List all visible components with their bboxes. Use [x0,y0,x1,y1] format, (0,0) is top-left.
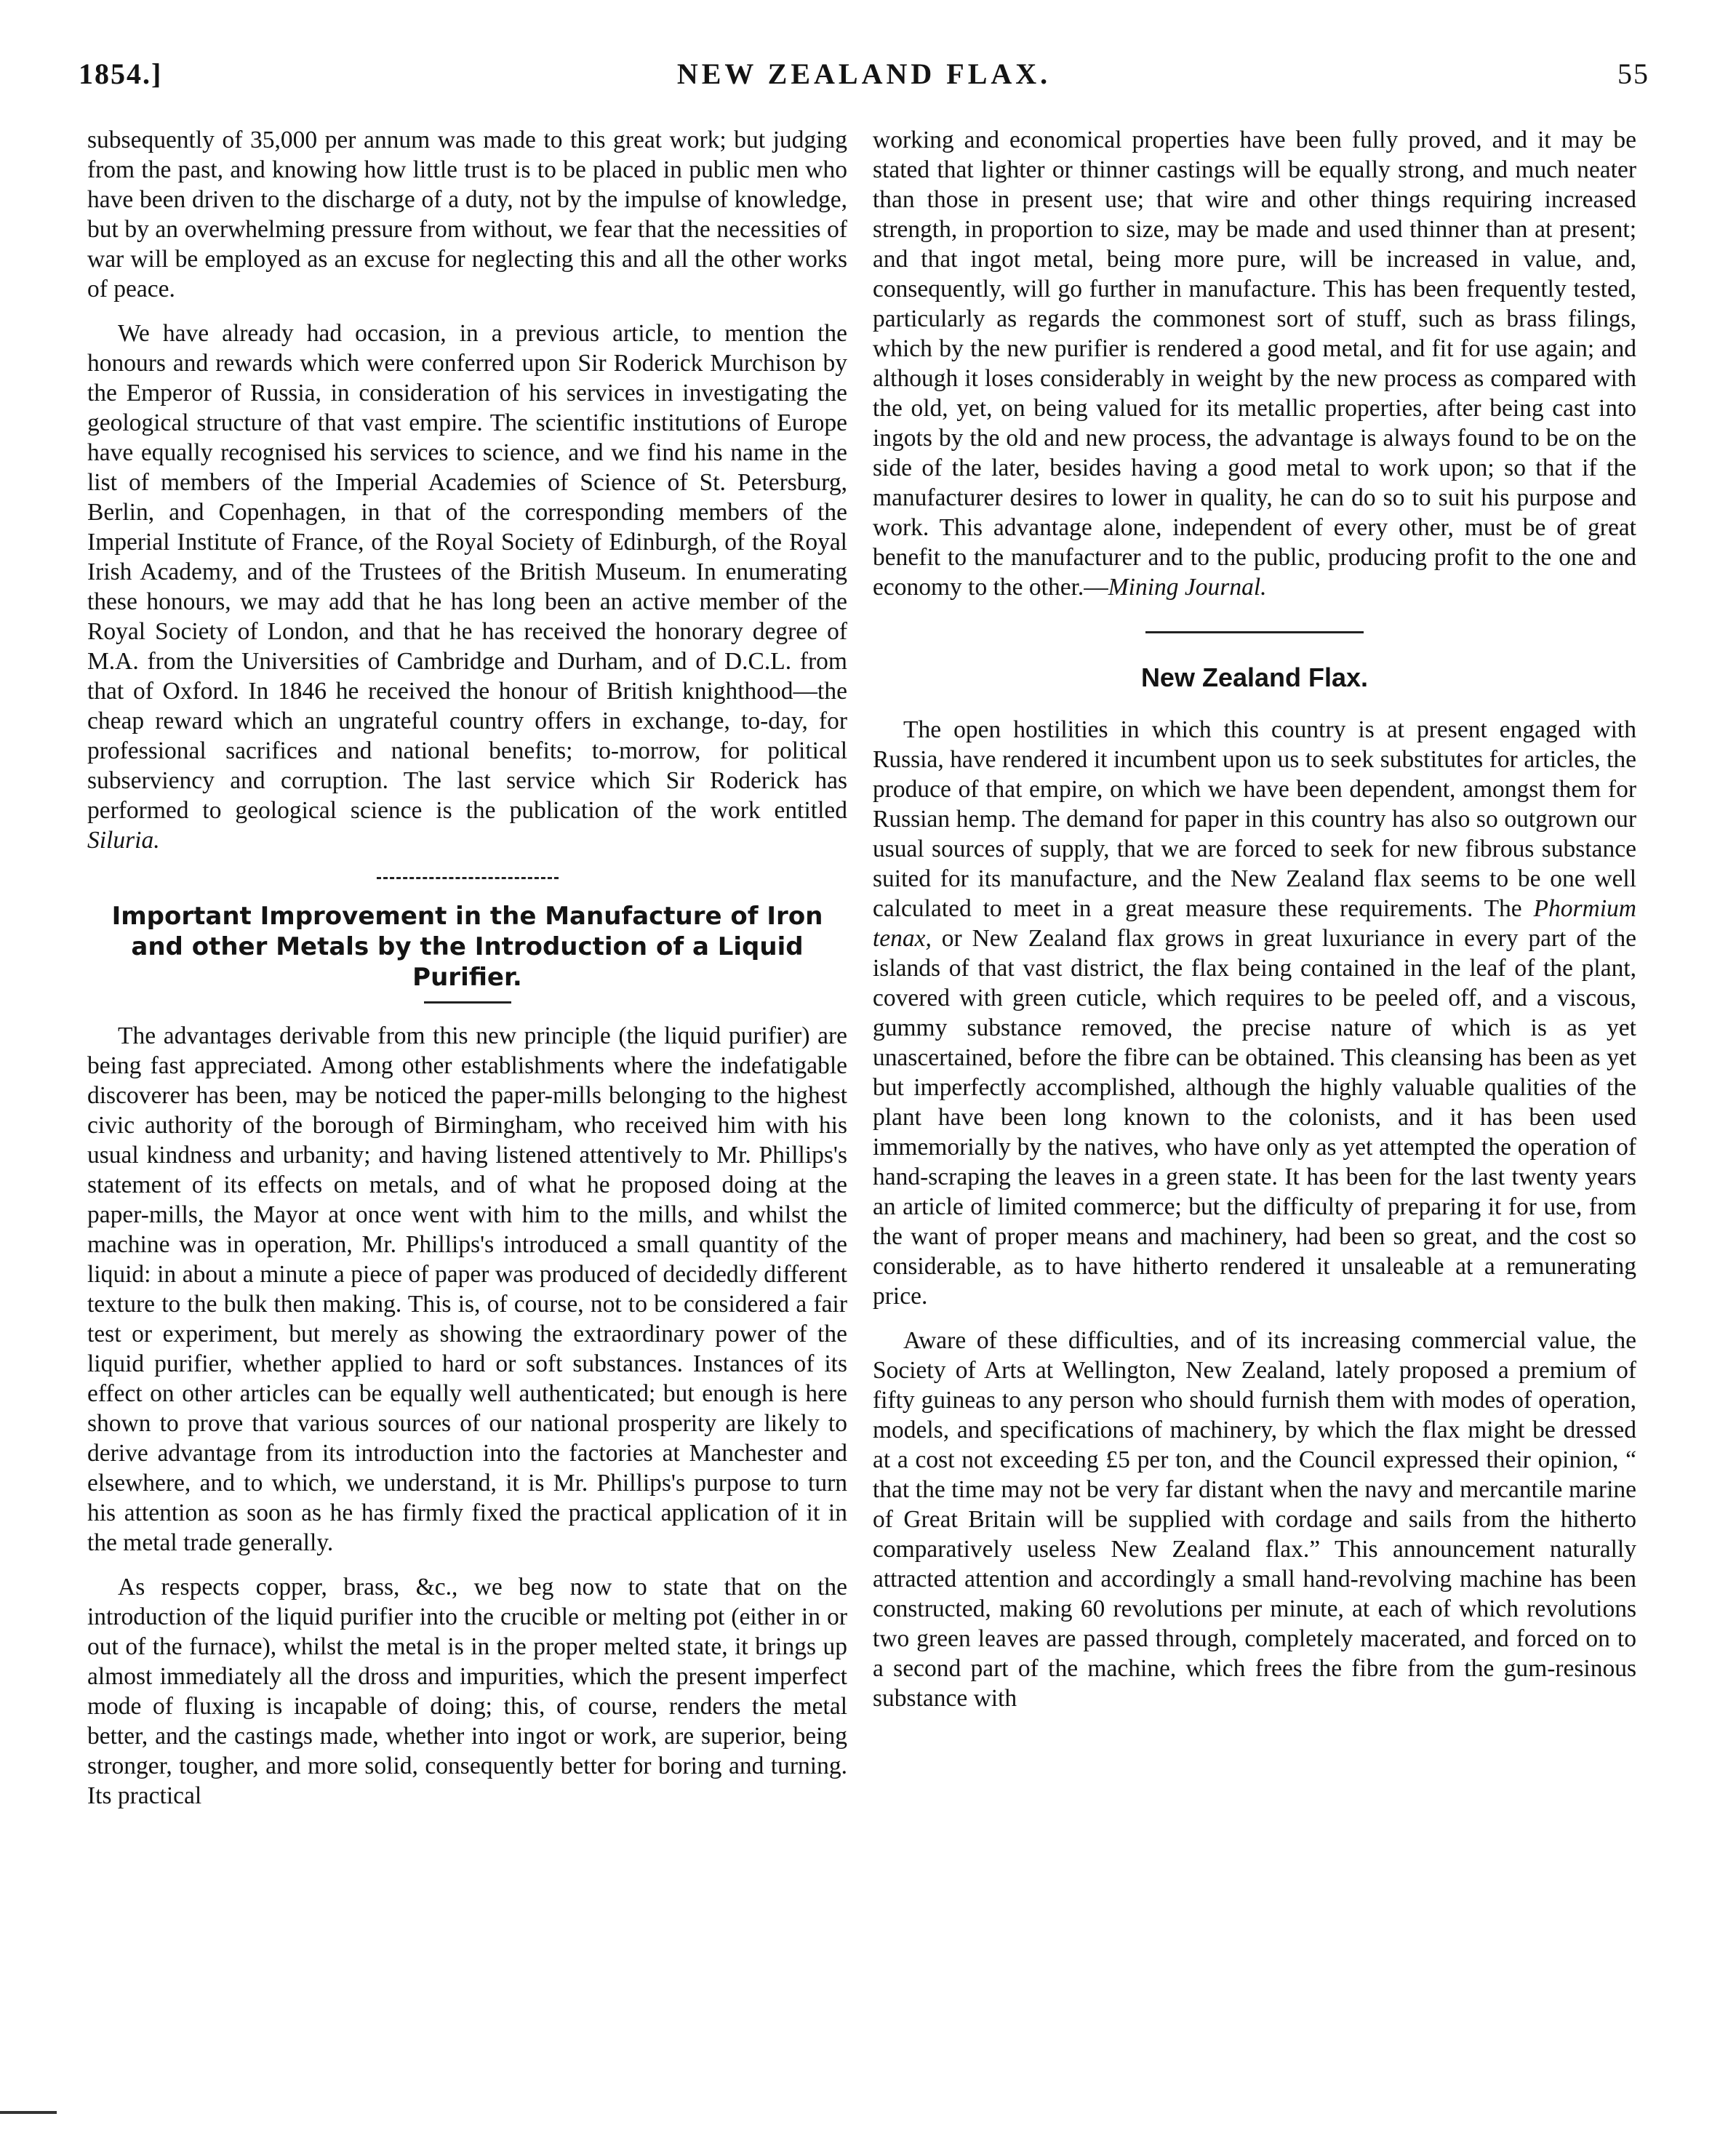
right-paragraph-2b: or New Zealand flax grows in great luxuriance in every part of the islands of that vast district, the flax being contained in the leaf of the plant, covered with green cuticle, which requires to be peeled off, and a viscous, gummy substance removed, the precise nature of which is as yet unascertained, before the fibre can be obtained. This cleansing has been as yet but imperfectly accomplished, although the highly valuable qualities of the plant have been long known to the colonists, and it has been used immemorially by the natives, who have only as yet attempted the operation of hand-scraping the leaves in a green state. It has been for the last twenty years an article of limited commerce; but the difficulty of preparing it for use, from the want of proper means and machinery, had been so great, and the cost so considerable, as to have hitherto rendered it unsaleable at a remunerating price. [873,925,1636,1310]
left-paragraph-2 [87,319,847,855]
heading-rule [424,1001,511,1004]
left-paragraph-3: The advantages derivable from this new principle (the liquid purifier) are being fast appreciated. Among other establishments where the indefatigable discoverer has been, may be noticed the paper-mills belonging to the highest civic authority of the borough of Birmingham, who received him with his usual kindness and urbanity; and having listened attentively to Mr. Phillips's statement of its effects on metals, and of what he proposed doing at the paper-mills, the Mayor at once went with him to the mills, and whilst the machine was in operation, Mr. Phillips's introduced a small quantity of the liquid: in about a minute a piece of paper was produced of decidedly different texture to the bulk then making. This is, of course, not to be considered a fair test or experiment, but merely as showing the extraordinary power of the liquid purifier, whether applied to hard or soft substances. Instances of its effect on other articles can be equally well authenticated; but enough is here shown to prove that various sources of our national prosperity are likely to derive advantage from its introduction into the factories at Manchester and elsewhere, and to which, we understand, it is Mr. Phillips's purpose to turn his attention as soon as he has firmly fixed the practical application of it in the metal trade generally. [87,1022,847,1556]
section-divider [377,877,559,879]
siluria-title: Siluria. [87,827,160,854]
left-paragraph-4: As respects copper, brass, &c., we beg now to state that on the introduction of the liquid purifier into the crucible or melting pot (either in or out of the furnace), whilst the metal is in the proper melted state, it brings up almost immediately all the dross and impurities, which the present imperfect mode of fluxing is incapable of doing; this, of course, renders the metal better, and the castings made, whether into ingot or work, are superior, being stronger, tougher, and more solid, consequently better for boring and turning. Its practical [87,1574,847,1809]
mining-journal-attribution: Mining Journal. [1108,574,1267,601]
article-heading-flax: New Zealand Flax. [1140,662,1369,692]
left-paragraph-1: subsequently of 35,000 per annum was made to this great work; but judging from the past, and knowing how little trust is to be placed in public men who have been driven to the discharge of a duty, not by the impulse of knowledge, but by an overwhelming pressure from without, we fear that the necessities of war will be employed as an excuse for neglecting this and all the other works of peace. [87,127,847,303]
page-number: 55 [1617,57,1649,90]
header-year: 1854.] [79,57,163,90]
page-edge-mark [0,2111,57,2114]
section-divider-right [1145,631,1364,633]
article-heading-iron: Important Improvement in the Manufacture of Iron and other Metals by the Introduction of a Liquid Purifier. [111,902,823,992]
left-column [87,125,847,2088]
running-head [79,57,1649,100]
right-paragraph-2a: The open hostilities in which this country is at present engaged with Russia, have rendered it incumbent upon us to seek substitutes for articles, the produce of that empire, on which we have been dependent, amongst them for Russian hemp. The demand for paper in this country has also so outgrown our usual sources of supply, that we are forced to seek for new fibrous substance suited for its manufacture, and the New Zealand flax seems to be one well calculated to meet in a great measure these requirements. The [873,716,1636,922]
left-paragraph-2-text: We have already had occasion, in a previous article, to mention the honours and rewards which were conferred upon Sir Roderick Murchison by the Emperor of Russia, in consideration of his services in investigating the geological structure of that vast empire. The scientific institutions of Europe have equally recognised his services to science, and we find his name in the list of members of the Imperial Academies of Science of St. Petersburg, Berlin, and Copenhagen, in that of the corresponding members of the Imperial Institute of France, of the Royal Society of Edinburgh, of the Royal Irish Academy, and of the Trustees of the British Museum. In enumerating these honours, we may add that he has long been an active member of the Royal Society of London, and that he has received the honorary degree of M.A. from the Universities of Cambridge and Durham, and of D.C.L. from that of Oxford. In 1846 he received the honour of British knighthood—the cheap reward which an ungrateful country offers in exchange, to-day, for professional sacrifices and national benefits; to-morrow, for political subserviency and corruption. The last service which Sir Roderick has performed to geological science is the publication of the work entitled [87,320,847,824]
right-column [873,125,1636,2088]
right-paragraph-2 [873,715,1636,1311]
right-paragraph-1 [873,125,1636,602]
right-paragraph-1-text: working and economical properties have been fully proved, and it may be stated that lighter or thinner castings will be equally strong, and much neater than those in present use; that wire and other things requiring increased strength, in proportion to size, may be made and used thinner than at present; and that ingot metal, being more pure, will be increased in value, and, consequently, will go further in manufacture. This has been frequently tested, particularly as regards the commonest sort of stuff, such as brass filings, which by the new purifier is rendered a good metal, and fit for use again; and although it loses considerably in weight by the new process as compared with the old, yet, on being valued for its metallic properties, after being cast into ingots by the old and new process, the advantage is always found to be on the side of the later, besides having a good metal to work upon; so that if the manufacturer desires to lower in quality, he can do so to suit his purpose and work. This advantage alone, independent of every other, must be of great benefit to the manufacturer and to the public, producing profit to the one and economy to the other.— [873,127,1636,601]
phormium-name: Phormium tenax, [873,895,1636,952]
right-paragraph-3: Aware of these difficulties, and of its increasing commercial value, the Society of Arts at Wellington, New Zealand, lately proposed a premium of fifty guineas to any person who should furnish them with modes of operation, models, and specifications of machinery, by which the flax might be dressed at a cost not exceeding £5 per ton, and the Council expressed their opinion, “ that the time may not be very far distant when the navy and mercantile marine of Great Britain will be supplied with cordage and sails from the hitherto comparatively useless New Zealand flax.” This announcement naturally attracted attention and accordingly a small hand-revolving machine has been constructed, making 60 revolutions per minute, at each of which revolutions two green leaves are passed through, completely macerated, and forced on to a second part of the machine, which frees the fibre from the gum-resinous substance with [873,1327,1636,1712]
header-title: NEW ZEALAND FLAX. [676,57,1052,90]
